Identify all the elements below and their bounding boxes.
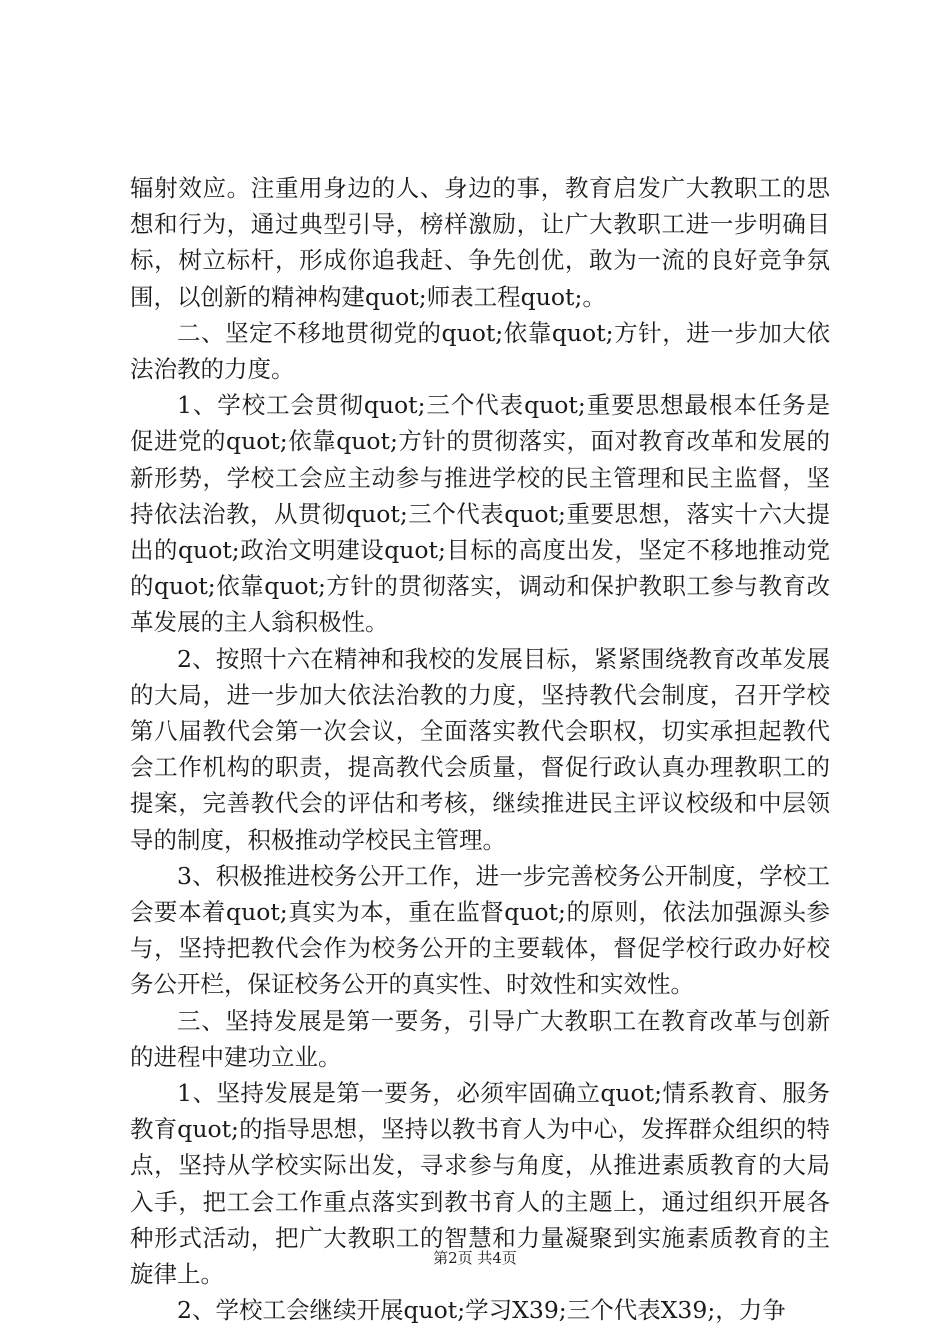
paragraph-7: 1、坚持发展是第一要务，必须牢固确立quot;情系教育、服务教育quot;的指导思想，坚持以教书育人为中心，发挥群众组织的特点，坚持从学校实际出发，寻求参与角度，从推进素质教育的大局入手，把工会工作重点落实到教书育人的主题上，通过组织开展各种形式活动，把广大教职工的智慧和力量凝聚到实施素质教育的主旋律上。 — [130, 1079, 830, 1289]
paragraph-8: 2、学校工会继续开展quot;学习X39;三个代表X39;，力争 — [177, 1296, 786, 1325]
page-footer: 第2页 共4页 — [433, 1249, 517, 1267]
document-body — [130, 170, 830, 1329]
paragraph-1: 辐射效应。注重用身边的人、身边的事，教育启发广大教职工的思想和行为，通过典型引导，榜样激励，让广大教职工进一步明确目标，树立标杆，形成你追我赶、争先创优，敢为一流的良好竞争氛围，以创新的精神构建quot;师表工程quot;。 — [130, 174, 830, 311]
paragraph-5: 3、积极推进校务公开工作，进一步完善校务公开制度，学校工会要本着quot;真实为本，重在监督quot;的原则，依法加强源头参与，坚持把教代会作为校务公开的主要载体，督促学校行政办好校务公开栏，保证校务公开的真实性、时效性和实效性。 — [130, 861, 830, 999]
paragraph-3: 1、学校工会贯彻quot;三个代表quot;重要思想最根本任务是促进党的quot;依靠quot;方针的贯彻落实，面对教育改革和发展的新形势，学校工会应主动参与推进学校的民主管理和民主监督，坚持依法治教，从贯彻quot;三个代表quot;重要思想，落实十六大提出的quot;政治文明建设quot;目标的高度出发，坚定不移地推动党的quot;依靠quot;方针的贯彻落实，调动和保护教职工参与教育改革发展的主人翁积极性。 — [130, 391, 830, 637]
paragraph-4: 2、按照十六在精神和我校的发展目标，紧紧围绕教育改革发展的大局，进一步加大依法治教的力度，坚持教代会制度，召开学校第八届教代会第一次会议，全面落实教代会职权，切实承担起教代会工作机构的职责，提高教代会质量，督促行政认真办理教职工的提案，完善教代会的评估和考核，继续推进民主评议校级和中层领导的制度，积极推动学校民主管理。 — [130, 644, 830, 854]
paragraph-6-section-heading: 三、坚持发展是第一要务，引导广大教职工在教育改革与创新的进程中建功立业。 — [130, 1006, 830, 1071]
paragraph-2-section-heading: 二、坚定不移地贯彻党的quot;依靠quot;方针，进一步加大依法治教的力度。 — [130, 318, 830, 384]
